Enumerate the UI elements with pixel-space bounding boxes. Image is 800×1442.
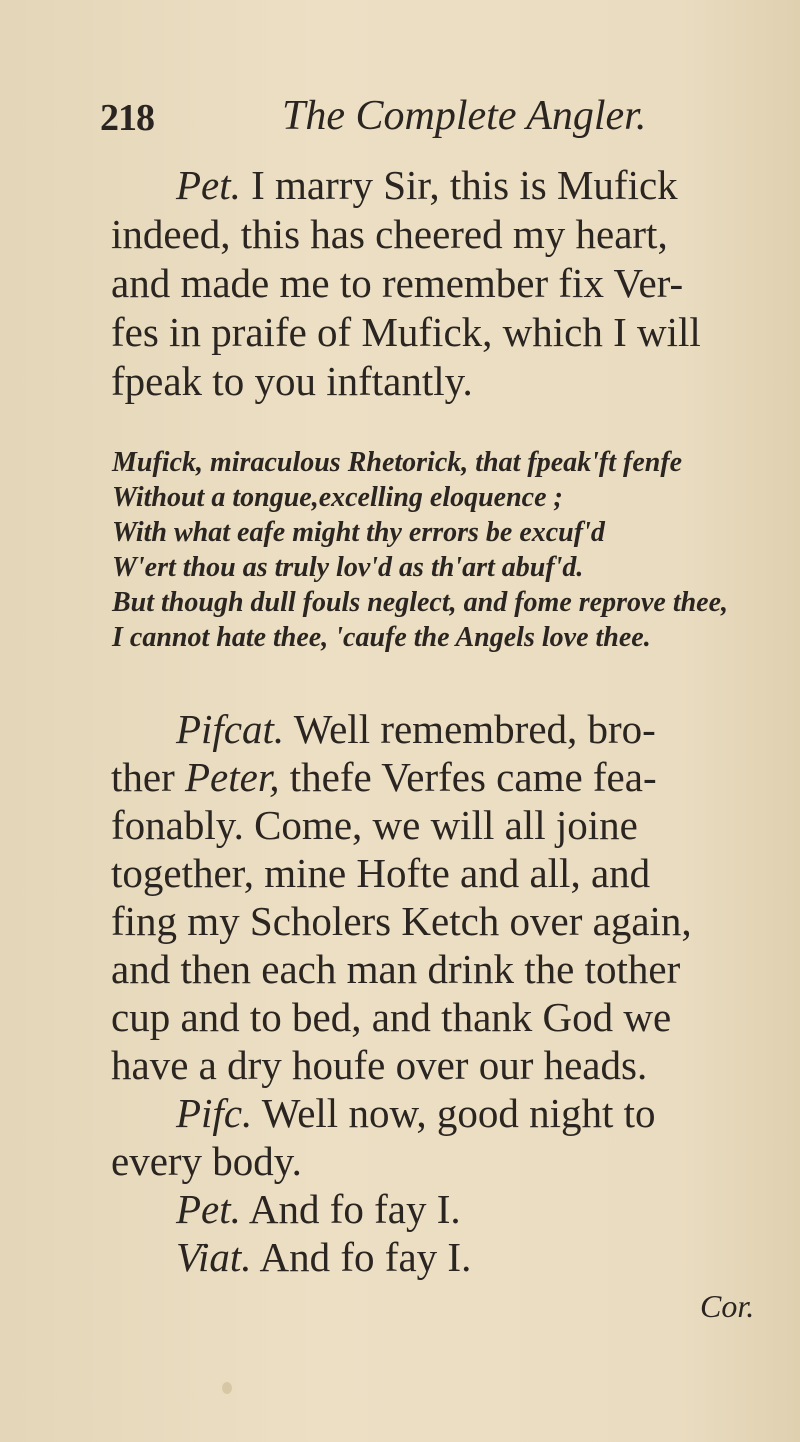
para1-line2: indeed, this has cheered my heart, xyxy=(111,211,668,257)
para3-line2: every body. xyxy=(111,1138,302,1184)
verse-line2: Without a tongue,excelling eloquence ; xyxy=(112,482,563,513)
verse-line3: With what eafe might thy errors be excuf'd xyxy=(112,517,605,548)
para2-line6: and then each man drink the tother xyxy=(111,946,681,992)
verse-line6: I cannot hate thee, 'caufe the Angels love thee. xyxy=(112,622,651,653)
para2-line3: fonably. Come, we will all joine xyxy=(111,802,638,848)
name-peter: Peter, xyxy=(185,754,280,800)
catchword: Cor. xyxy=(700,1288,755,1324)
verse-line4: W'ert thou as truly lov'd as th'art abuf'd. xyxy=(112,552,584,583)
speaker-piscat: Pifcat. xyxy=(176,706,285,752)
para1-line3: and made me to remember fix Ver- xyxy=(111,260,684,306)
para4-line xyxy=(176,1186,461,1232)
para2-line7: cup and to bed, and thank God we xyxy=(111,994,672,1040)
para5-text: And fo fay I. xyxy=(259,1234,472,1280)
para2-line1-text: Well remembred, bro- xyxy=(293,706,656,752)
running-head: The Complete Angler. xyxy=(282,93,647,139)
verse-line5: But though dull fouls neglect, and fome reprove thee, xyxy=(112,587,729,618)
para2-line5: fing my Scholers Ketch over again, xyxy=(111,898,692,944)
para2-line2-text: thefe Verfes came fea- xyxy=(289,754,657,800)
verse-line1: Mufick, miraculous Rhetorick, that fpeak'ft fenfe xyxy=(112,447,683,478)
para1-line4: fes in praife of Mufick, which I will xyxy=(111,309,701,355)
para1-line1 xyxy=(176,162,678,208)
para3-line1 xyxy=(176,1090,656,1136)
para5-line xyxy=(176,1234,471,1280)
paper-speck xyxy=(222,1382,232,1394)
speaker-viat: Viat. xyxy=(176,1234,252,1280)
para1-line1-text: I marry Sir, this is Mufick xyxy=(251,162,678,208)
para2-line2-pre: ther xyxy=(111,754,175,800)
speaker-pet: Pet. xyxy=(176,162,241,208)
speaker-pisc: Pifc. xyxy=(176,1090,253,1136)
speaker-pet-2: Pet. xyxy=(176,1186,241,1232)
para2-line8: have a dry houfe over our heads. xyxy=(111,1042,648,1088)
para2-line1 xyxy=(176,706,656,752)
page-number: 218 xyxy=(100,97,154,139)
para2-line2 xyxy=(111,754,657,800)
para2-line4: together, mine Hofte and all, and xyxy=(111,850,651,896)
para4-text: And fo fay I. xyxy=(248,1186,461,1232)
para3-line1-text: Well now, good night to xyxy=(261,1090,656,1136)
para1-line5: fpeak to you inftantly. xyxy=(111,358,473,404)
